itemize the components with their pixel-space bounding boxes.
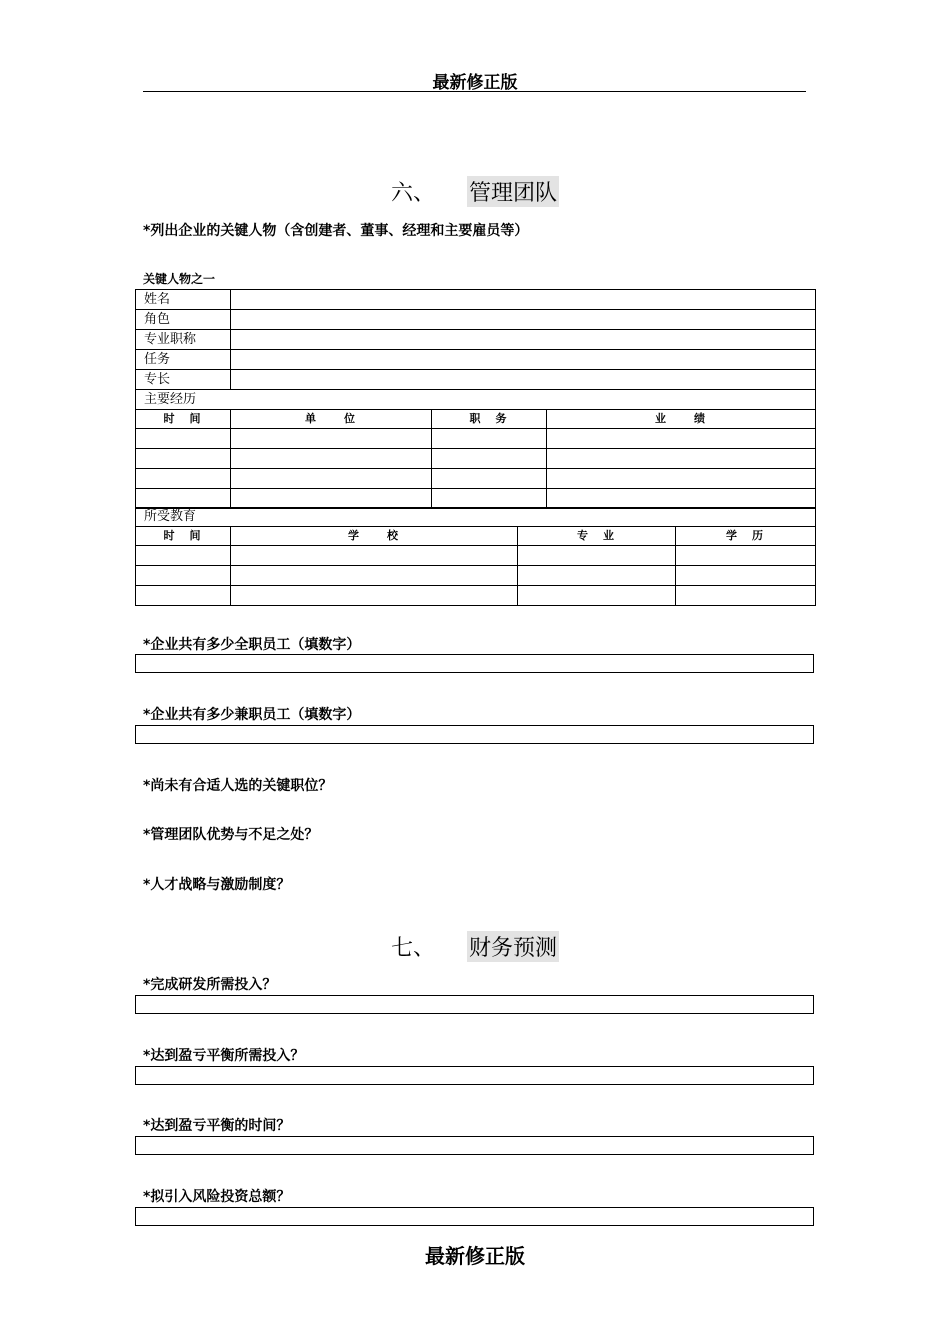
parttime-staff-input[interactable] xyxy=(135,725,814,744)
section-6-title: 管理团队 xyxy=(467,176,559,207)
table-row xyxy=(136,449,816,469)
table-cell[interactable] xyxy=(518,546,676,566)
table-cell[interactable] xyxy=(136,449,231,469)
header-divider xyxy=(143,91,806,92)
table-cell[interactable] xyxy=(547,469,816,489)
key-person-table xyxy=(135,289,816,410)
table-cell[interactable] xyxy=(432,429,547,449)
page-header-title: 最新修正版 xyxy=(432,73,518,93)
table-cell[interactable] xyxy=(432,449,547,469)
experience-col-achievement: 业 绩 xyxy=(547,410,816,429)
table-cell[interactable] xyxy=(231,489,432,509)
table-cell[interactable] xyxy=(547,429,816,449)
table-cell[interactable] xyxy=(518,586,676,606)
fulltime-staff-input[interactable] xyxy=(135,654,814,673)
experience-table xyxy=(135,409,816,509)
table-cell[interactable] xyxy=(136,546,231,566)
table-cell[interactable] xyxy=(231,449,432,469)
field-label-name: 姓名 xyxy=(136,290,231,310)
table-cell[interactable] xyxy=(518,566,676,586)
education-col-time: 时 间 xyxy=(136,527,231,546)
table-row xyxy=(136,330,816,350)
specialty-input-cell[interactable] xyxy=(231,370,816,390)
education-col-degree: 学 历 xyxy=(676,527,816,546)
page-footer-title: 最新修正版 xyxy=(425,1244,525,1268)
question-rnd-investment: *完成研发所需投入？ xyxy=(143,977,277,993)
question-talent-strategy: *人才战略与激励制度？ xyxy=(143,877,291,893)
table-row xyxy=(136,469,816,489)
table-header-row xyxy=(136,527,816,546)
table-cell[interactable] xyxy=(136,469,231,489)
question-parttime-staff: *企业共有多少兼职员工（填数字） xyxy=(143,707,361,723)
table-cell[interactable] xyxy=(676,566,816,586)
table-cell[interactable] xyxy=(231,429,432,449)
section-7-heading xyxy=(0,931,950,962)
table-cell[interactable] xyxy=(676,546,816,566)
question-breakeven-time: *达到盈亏平衡的时间？ xyxy=(143,1118,291,1134)
table-cell[interactable] xyxy=(547,449,816,469)
table-cell[interactable] xyxy=(231,566,518,586)
table-cell[interactable] xyxy=(136,566,231,586)
education-col-school: 学 校 xyxy=(231,527,518,546)
table-cell[interactable] xyxy=(136,489,231,509)
field-label-title: 专业职称 xyxy=(136,330,231,350)
breakeven-investment-input[interactable] xyxy=(135,1066,814,1085)
table-row xyxy=(136,390,816,410)
education-label: 所受教育 xyxy=(136,508,816,527)
task-input-cell[interactable] xyxy=(231,350,816,370)
table-row xyxy=(136,508,816,527)
table-cell[interactable] xyxy=(231,586,518,606)
education-table xyxy=(135,526,816,606)
table-cell[interactable] xyxy=(676,586,816,606)
table-row xyxy=(136,429,816,449)
table-cell[interactable] xyxy=(231,469,432,489)
table-row xyxy=(136,489,816,509)
section-6-number: 六、 xyxy=(390,181,435,206)
table-row xyxy=(136,566,816,586)
field-label-role: 角色 xyxy=(136,310,231,330)
key-person-label: 关键人物之一 xyxy=(143,272,216,286)
name-input-cell[interactable] xyxy=(231,290,816,310)
section-7-title: 财务预测 xyxy=(467,931,559,962)
role-input-cell[interactable] xyxy=(231,310,816,330)
education-col-major: 专 业 xyxy=(518,527,676,546)
table-row xyxy=(136,350,816,370)
field-label-specialty: 专长 xyxy=(136,370,231,390)
education-label-table xyxy=(135,507,816,527)
experience-col-position: 职 务 xyxy=(432,410,547,429)
table-row xyxy=(136,546,816,566)
table-cell[interactable] xyxy=(432,469,547,489)
table-row xyxy=(136,290,816,310)
table-row xyxy=(136,370,816,390)
table-cell[interactable] xyxy=(547,489,816,509)
table-cell[interactable] xyxy=(432,489,547,509)
table-header-row xyxy=(136,410,816,429)
table-row xyxy=(136,586,816,606)
section-6-intro: *列出企业的关键人物（含创建者、董事、经理和主要雇员等） xyxy=(143,223,529,239)
table-cell[interactable] xyxy=(231,546,518,566)
title-input-cell[interactable] xyxy=(231,330,816,350)
experience-col-unit: 单 位 xyxy=(231,410,432,429)
vc-total-input[interactable] xyxy=(135,1207,814,1226)
question-fulltime-staff: *企业共有多少全职员工（填数字） xyxy=(143,637,361,653)
section-7-number: 七、 xyxy=(390,936,435,961)
table-row xyxy=(136,310,816,330)
table-cell[interactable] xyxy=(136,429,231,449)
experience-label: 主要经历 xyxy=(136,390,816,410)
table-cell[interactable] xyxy=(136,586,231,606)
question-vc-total: *拟引入风险投资总额？ xyxy=(143,1189,291,1205)
breakeven-time-input[interactable] xyxy=(135,1136,814,1155)
experience-col-time: 时 间 xyxy=(136,410,231,429)
rnd-investment-input[interactable] xyxy=(135,995,814,1014)
field-label-task: 任务 xyxy=(136,350,231,370)
question-team-strengths: *管理团队优势与不足之处？ xyxy=(143,827,319,843)
question-breakeven-investment: *达到盈亏平衡所需投入？ xyxy=(143,1048,305,1064)
section-6-heading xyxy=(0,176,950,207)
question-vacant-positions: *尚未有合适人选的关键职位？ xyxy=(143,778,333,794)
